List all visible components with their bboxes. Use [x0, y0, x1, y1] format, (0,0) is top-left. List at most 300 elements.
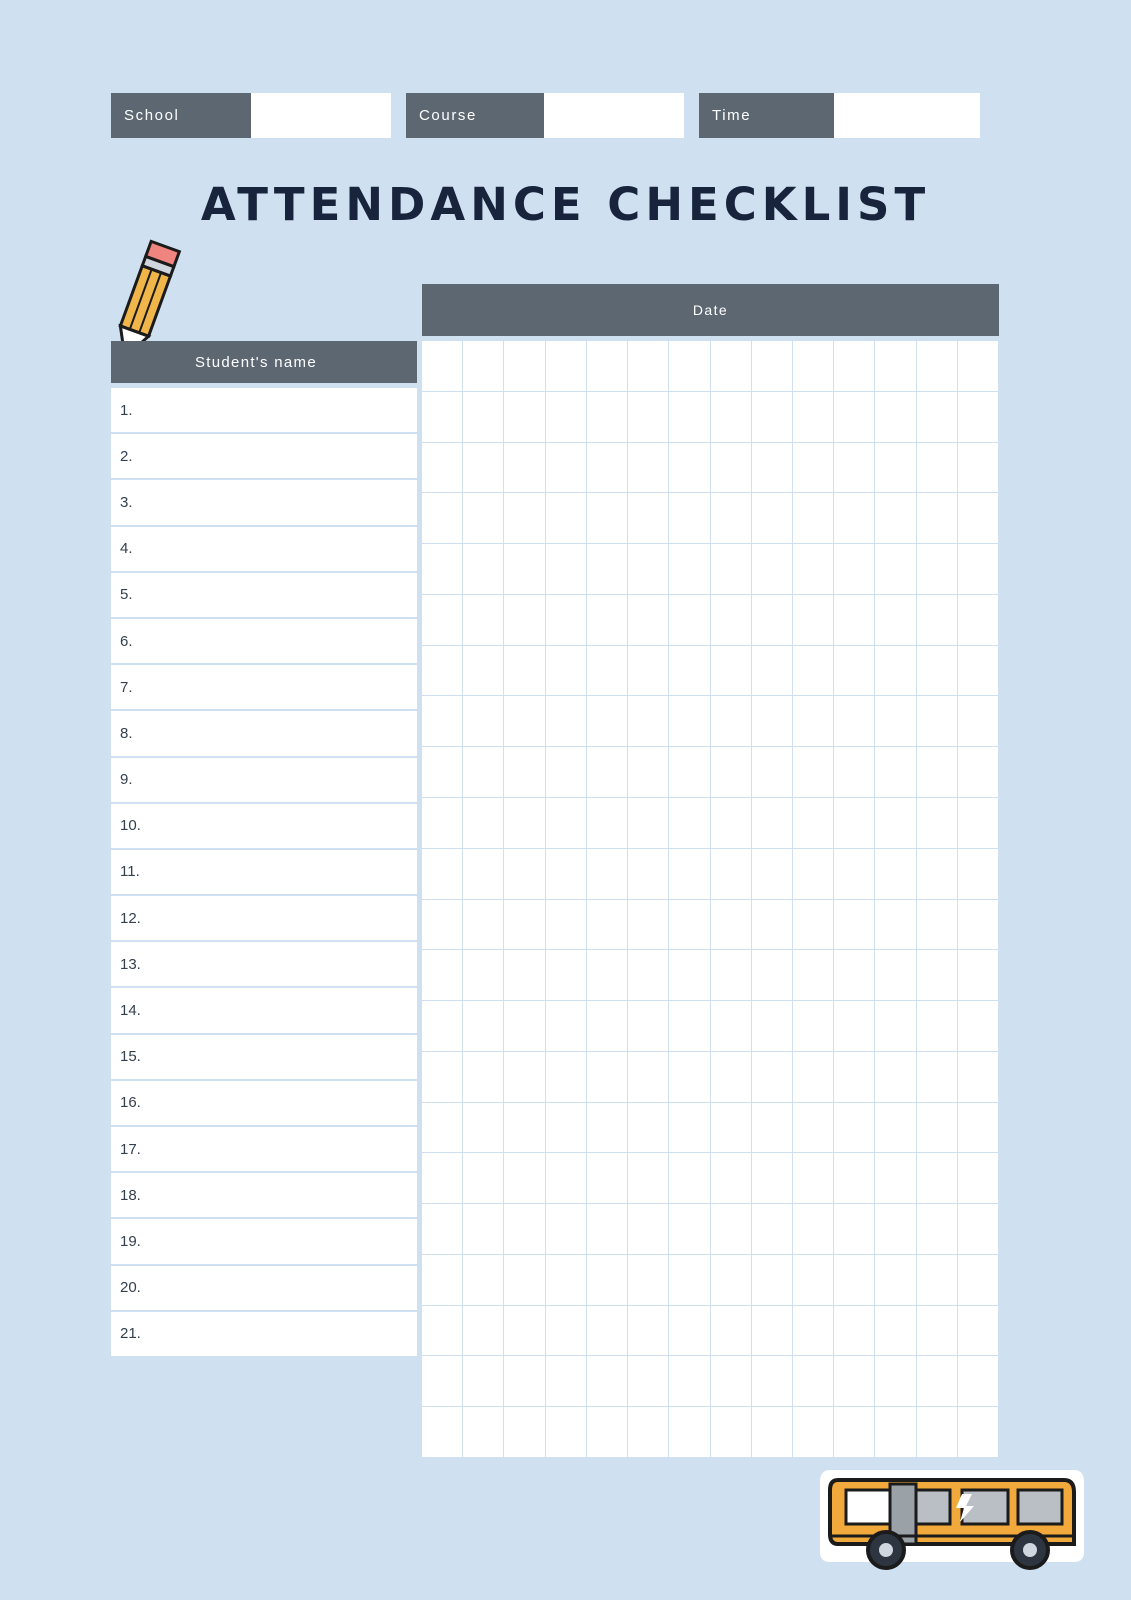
attendance-cell[interactable] — [711, 1356, 752, 1407]
attendance-cell[interactable] — [875, 1356, 916, 1407]
student-name-row[interactable] — [111, 896, 417, 942]
attendance-cell[interactable] — [463, 1052, 504, 1103]
attendance-cell[interactable] — [834, 341, 875, 392]
attendance-cell[interactable] — [504, 493, 545, 544]
attendance-cell[interactable] — [546, 1407, 587, 1458]
attendance-cell[interactable] — [504, 1255, 545, 1306]
attendance-cell[interactable] — [834, 1052, 875, 1103]
attendance-cell[interactable] — [504, 1052, 545, 1103]
attendance-cell[interactable] — [958, 1306, 999, 1357]
attendance-cell[interactable] — [546, 798, 587, 849]
attendance-cell[interactable] — [422, 1255, 463, 1306]
attendance-cell[interactable] — [587, 392, 628, 443]
attendance-cell[interactable] — [422, 950, 463, 1001]
attendance-cell[interactable] — [917, 1001, 958, 1052]
attendance-cell[interactable] — [958, 1255, 999, 1306]
attendance-cell[interactable] — [793, 392, 834, 443]
attendance-cell[interactable] — [793, 595, 834, 646]
attendance-cell[interactable] — [628, 493, 669, 544]
attendance-cell[interactable] — [711, 950, 752, 1001]
attendance-cell[interactable] — [546, 595, 587, 646]
attendance-cell[interactable] — [917, 646, 958, 697]
student-name-row[interactable] — [111, 1219, 417, 1265]
attendance-cell[interactable] — [875, 595, 916, 646]
attendance-cell[interactable] — [628, 544, 669, 595]
attendance-cell[interactable] — [752, 950, 793, 1001]
attendance-cell[interactable] — [463, 1001, 504, 1052]
attendance-cell[interactable] — [834, 1204, 875, 1255]
attendance-cell[interactable] — [546, 443, 587, 494]
attendance-cell[interactable] — [669, 392, 710, 443]
attendance-cell[interactable] — [587, 1306, 628, 1357]
attendance-cell[interactable] — [793, 1204, 834, 1255]
attendance-cell[interactable] — [917, 696, 958, 747]
student-name-row[interactable] — [111, 1127, 417, 1173]
attendance-cell[interactable] — [422, 646, 463, 697]
attendance-cell[interactable] — [504, 849, 545, 900]
attendance-cell[interactable] — [752, 849, 793, 900]
attendance-cell[interactable] — [422, 696, 463, 747]
attendance-cell[interactable] — [587, 443, 628, 494]
attendance-cell[interactable] — [917, 493, 958, 544]
student-name-row[interactable] — [111, 850, 417, 896]
attendance-cell[interactable] — [752, 1153, 793, 1204]
attendance-cell[interactable] — [958, 544, 999, 595]
attendance-cell[interactable] — [752, 443, 793, 494]
attendance-cell[interactable] — [504, 696, 545, 747]
attendance-grid[interactable] — [422, 341, 999, 1458]
attendance-cell[interactable] — [628, 1052, 669, 1103]
attendance-cell[interactable] — [546, 1052, 587, 1103]
attendance-cell[interactable] — [834, 1356, 875, 1407]
attendance-cell[interactable] — [875, 544, 916, 595]
attendance-cell[interactable] — [917, 1306, 958, 1357]
student-name-row[interactable] — [111, 388, 417, 434]
attendance-cell[interactable] — [546, 1001, 587, 1052]
attendance-cell[interactable] — [917, 900, 958, 951]
attendance-cell[interactable] — [917, 747, 958, 798]
attendance-cell[interactable] — [628, 1255, 669, 1306]
attendance-cell[interactable] — [958, 849, 999, 900]
attendance-cell[interactable] — [917, 1103, 958, 1154]
attendance-cell[interactable] — [504, 1001, 545, 1052]
attendance-cell[interactable] — [504, 1356, 545, 1407]
attendance-cell[interactable] — [752, 1255, 793, 1306]
attendance-cell[interactable] — [422, 900, 463, 951]
attendance-cell[interactable] — [669, 747, 710, 798]
attendance-cell[interactable] — [752, 1356, 793, 1407]
student-name-row[interactable] — [111, 665, 417, 711]
student-name-row[interactable] — [111, 1081, 417, 1127]
attendance-cell[interactable] — [958, 747, 999, 798]
attendance-cell[interactable] — [669, 1306, 710, 1357]
attendance-cell[interactable] — [711, 544, 752, 595]
student-name-row[interactable] — [111, 1173, 417, 1219]
attendance-cell[interactable] — [669, 798, 710, 849]
attendance-cell[interactable] — [917, 1356, 958, 1407]
attendance-cell[interactable] — [546, 849, 587, 900]
attendance-cell[interactable] — [958, 493, 999, 544]
attendance-cell[interactable] — [587, 544, 628, 595]
student-name-row[interactable] — [111, 988, 417, 1034]
attendance-cell[interactable] — [587, 595, 628, 646]
attendance-cell[interactable] — [834, 1153, 875, 1204]
attendance-cell[interactable] — [587, 1153, 628, 1204]
attendance-cell[interactable] — [793, 493, 834, 544]
student-name-row[interactable] — [111, 942, 417, 988]
attendance-cell[interactable] — [504, 443, 545, 494]
attendance-cell[interactable] — [628, 1306, 669, 1357]
attendance-cell[interactable] — [752, 1103, 793, 1154]
attendance-cell[interactable] — [752, 1052, 793, 1103]
attendance-cell[interactable] — [628, 849, 669, 900]
attendance-cell[interactable] — [793, 798, 834, 849]
attendance-cell[interactable] — [587, 950, 628, 1001]
attendance-cell[interactable] — [958, 443, 999, 494]
attendance-cell[interactable] — [669, 1204, 710, 1255]
attendance-cell[interactable] — [587, 1103, 628, 1154]
attendance-cell[interactable] — [587, 696, 628, 747]
attendance-cell[interactable] — [669, 595, 710, 646]
student-name-row[interactable] — [111, 711, 417, 757]
attendance-cell[interactable] — [834, 849, 875, 900]
attendance-cell[interactable] — [711, 900, 752, 951]
attendance-cell[interactable] — [958, 900, 999, 951]
attendance-cell[interactable] — [504, 341, 545, 392]
attendance-cell[interactable] — [917, 341, 958, 392]
attendance-cell[interactable] — [875, 392, 916, 443]
attendance-cell[interactable] — [711, 1153, 752, 1204]
attendance-cell[interactable] — [711, 1306, 752, 1357]
attendance-cell[interactable] — [669, 1356, 710, 1407]
attendance-cell[interactable] — [793, 646, 834, 697]
student-name-row[interactable] — [111, 434, 417, 480]
attendance-cell[interactable] — [958, 696, 999, 747]
attendance-cell[interactable] — [628, 950, 669, 1001]
attendance-cell[interactable] — [834, 443, 875, 494]
attendance-cell[interactable] — [669, 544, 710, 595]
attendance-cell[interactable] — [793, 1153, 834, 1204]
attendance-cell[interactable] — [834, 1103, 875, 1154]
attendance-cell[interactable] — [917, 1153, 958, 1204]
attendance-cell[interactable] — [834, 1306, 875, 1357]
attendance-cell[interactable] — [711, 798, 752, 849]
attendance-cell[interactable] — [628, 1103, 669, 1154]
attendance-cell[interactable] — [463, 341, 504, 392]
attendance-cell[interactable] — [793, 544, 834, 595]
attendance-cell[interactable] — [875, 900, 916, 951]
attendance-cell[interactable] — [793, 341, 834, 392]
attendance-cell[interactable] — [669, 696, 710, 747]
attendance-cell[interactable] — [587, 1356, 628, 1407]
student-name-row[interactable] — [111, 619, 417, 665]
attendance-cell[interactable] — [875, 1204, 916, 1255]
attendance-cell[interactable] — [546, 1153, 587, 1204]
attendance-cell[interactable] — [504, 1103, 545, 1154]
attendance-cell[interactable] — [875, 950, 916, 1001]
attendance-cell[interactable] — [422, 443, 463, 494]
attendance-cell[interactable] — [422, 1103, 463, 1154]
attendance-cell[interactable] — [752, 1407, 793, 1458]
attendance-cell[interactable] — [587, 900, 628, 951]
attendance-cell[interactable] — [875, 493, 916, 544]
attendance-cell[interactable] — [958, 1153, 999, 1204]
attendance-cell[interactable] — [793, 950, 834, 1001]
attendance-cell[interactable] — [504, 544, 545, 595]
student-name-row[interactable] — [111, 1312, 417, 1358]
attendance-cell[interactable] — [504, 595, 545, 646]
attendance-cell[interactable] — [875, 798, 916, 849]
attendance-cell[interactable] — [917, 849, 958, 900]
attendance-cell[interactable] — [504, 1153, 545, 1204]
attendance-cell[interactable] — [711, 696, 752, 747]
attendance-cell[interactable] — [463, 1407, 504, 1458]
attendance-cell[interactable] — [875, 747, 916, 798]
attendance-cell[interactable] — [875, 443, 916, 494]
attendance-cell[interactable] — [504, 1407, 545, 1458]
attendance-cell[interactable] — [504, 798, 545, 849]
student-name-row[interactable] — [111, 804, 417, 850]
attendance-cell[interactable] — [793, 443, 834, 494]
attendance-cell[interactable] — [463, 900, 504, 951]
attendance-cell[interactable] — [752, 900, 793, 951]
attendance-cell[interactable] — [958, 1001, 999, 1052]
attendance-cell[interactable] — [752, 646, 793, 697]
attendance-cell[interactable] — [752, 595, 793, 646]
attendance-cell[interactable] — [587, 493, 628, 544]
student-name-row[interactable] — [111, 527, 417, 573]
attendance-cell[interactable] — [711, 392, 752, 443]
attendance-cell[interactable] — [958, 1103, 999, 1154]
attendance-cell[interactable] — [422, 1204, 463, 1255]
attendance-cell[interactable] — [711, 747, 752, 798]
attendance-cell[interactable] — [711, 646, 752, 697]
student-name-row[interactable] — [111, 1266, 417, 1312]
student-name-row[interactable] — [111, 1035, 417, 1081]
attendance-cell[interactable] — [628, 1204, 669, 1255]
attendance-cell[interactable] — [546, 341, 587, 392]
attendance-cell[interactable] — [711, 595, 752, 646]
attendance-cell[interactable] — [875, 696, 916, 747]
attendance-cell[interactable] — [793, 1103, 834, 1154]
attendance-cell[interactable] — [422, 493, 463, 544]
attendance-cell[interactable] — [875, 1306, 916, 1357]
attendance-cell[interactable] — [546, 1103, 587, 1154]
attendance-cell[interactable] — [463, 646, 504, 697]
attendance-cell[interactable] — [793, 1052, 834, 1103]
attendance-cell[interactable] — [587, 1407, 628, 1458]
attendance-cell[interactable] — [587, 798, 628, 849]
attendance-cell[interactable] — [752, 1001, 793, 1052]
attendance-cell[interactable] — [504, 392, 545, 443]
attendance-cell[interactable] — [587, 1052, 628, 1103]
time-input[interactable] — [834, 93, 980, 138]
attendance-cell[interactable] — [463, 1306, 504, 1357]
attendance-cell[interactable] — [875, 1052, 916, 1103]
attendance-cell[interactable] — [958, 341, 999, 392]
attendance-cell[interactable] — [917, 544, 958, 595]
attendance-cell[interactable] — [628, 392, 669, 443]
attendance-cell[interactable] — [875, 849, 916, 900]
attendance-cell[interactable] — [546, 646, 587, 697]
attendance-cell[interactable] — [875, 341, 916, 392]
attendance-cell[interactable] — [463, 798, 504, 849]
attendance-cell[interactable] — [504, 950, 545, 1001]
attendance-cell[interactable] — [463, 392, 504, 443]
attendance-cell[interactable] — [875, 1255, 916, 1306]
attendance-cell[interactable] — [669, 1052, 710, 1103]
attendance-cell[interactable] — [875, 1001, 916, 1052]
attendance-cell[interactable] — [463, 493, 504, 544]
attendance-cell[interactable] — [628, 341, 669, 392]
attendance-cell[interactable] — [546, 696, 587, 747]
attendance-cell[interactable] — [958, 798, 999, 849]
attendance-cell[interactable] — [587, 341, 628, 392]
attendance-cell[interactable] — [834, 595, 875, 646]
attendance-cell[interactable] — [752, 341, 793, 392]
attendance-cell[interactable] — [504, 1306, 545, 1357]
attendance-cell[interactable] — [546, 900, 587, 951]
attendance-cell[interactable] — [958, 1356, 999, 1407]
attendance-cell[interactable] — [793, 1255, 834, 1306]
attendance-cell[interactable] — [834, 950, 875, 1001]
attendance-cell[interactable] — [628, 1001, 669, 1052]
attendance-cell[interactable] — [669, 646, 710, 697]
attendance-cell[interactable] — [628, 747, 669, 798]
attendance-cell[interactable] — [669, 493, 710, 544]
attendance-cell[interactable] — [917, 1204, 958, 1255]
attendance-cell[interactable] — [422, 544, 463, 595]
attendance-cell[interactable] — [463, 1356, 504, 1407]
attendance-cell[interactable] — [422, 1153, 463, 1204]
attendance-cell[interactable] — [628, 443, 669, 494]
attendance-cell[interactable] — [834, 747, 875, 798]
attendance-cell[interactable] — [711, 493, 752, 544]
attendance-cell[interactable] — [587, 1204, 628, 1255]
attendance-cell[interactable] — [422, 1306, 463, 1357]
attendance-cell[interactable] — [669, 1255, 710, 1306]
attendance-cell[interactable] — [669, 900, 710, 951]
attendance-cell[interactable] — [422, 1052, 463, 1103]
attendance-cell[interactable] — [504, 646, 545, 697]
attendance-cell[interactable] — [628, 1407, 669, 1458]
attendance-cell[interactable] — [834, 493, 875, 544]
attendance-cell[interactable] — [793, 1306, 834, 1357]
attendance-cell[interactable] — [711, 1255, 752, 1306]
attendance-cell[interactable] — [793, 900, 834, 951]
attendance-cell[interactable] — [875, 1103, 916, 1154]
attendance-cell[interactable] — [463, 849, 504, 900]
attendance-cell[interactable] — [958, 392, 999, 443]
attendance-cell[interactable] — [546, 493, 587, 544]
attendance-cell[interactable] — [422, 595, 463, 646]
attendance-cell[interactable] — [958, 1204, 999, 1255]
attendance-cell[interactable] — [422, 849, 463, 900]
attendance-cell[interactable] — [587, 1255, 628, 1306]
attendance-cell[interactable] — [422, 341, 463, 392]
attendance-cell[interactable] — [628, 1153, 669, 1204]
attendance-cell[interactable] — [875, 646, 916, 697]
attendance-cell[interactable] — [958, 1052, 999, 1103]
attendance-cell[interactable] — [752, 747, 793, 798]
attendance-cell[interactable] — [669, 443, 710, 494]
attendance-cell[interactable] — [669, 1407, 710, 1458]
attendance-cell[interactable] — [463, 747, 504, 798]
attendance-cell[interactable] — [587, 646, 628, 697]
attendance-cell[interactable] — [463, 1153, 504, 1204]
attendance-cell[interactable] — [463, 950, 504, 1001]
attendance-cell[interactable] — [463, 595, 504, 646]
attendance-cell[interactable] — [917, 798, 958, 849]
attendance-cell[interactable] — [546, 1306, 587, 1357]
student-name-row[interactable] — [111, 758, 417, 804]
attendance-cell[interactable] — [917, 392, 958, 443]
attendance-cell[interactable] — [628, 696, 669, 747]
attendance-cell[interactable] — [875, 1153, 916, 1204]
attendance-cell[interactable] — [628, 900, 669, 951]
attendance-cell[interactable] — [834, 696, 875, 747]
attendance-cell[interactable] — [793, 1356, 834, 1407]
attendance-cell[interactable] — [422, 1407, 463, 1458]
attendance-cell[interactable] — [669, 341, 710, 392]
attendance-cell[interactable] — [628, 646, 669, 697]
attendance-cell[interactable] — [711, 443, 752, 494]
attendance-cell[interactable] — [917, 950, 958, 1001]
attendance-cell[interactable] — [917, 1052, 958, 1103]
attendance-cell[interactable] — [711, 1103, 752, 1154]
attendance-cell[interactable] — [463, 443, 504, 494]
attendance-cell[interactable] — [669, 1103, 710, 1154]
attendance-cell[interactable] — [422, 1356, 463, 1407]
attendance-cell[interactable] — [711, 1204, 752, 1255]
attendance-cell[interactable] — [463, 544, 504, 595]
attendance-cell[interactable] — [546, 950, 587, 1001]
attendance-cell[interactable] — [587, 849, 628, 900]
attendance-cell[interactable] — [958, 595, 999, 646]
attendance-cell[interactable] — [752, 544, 793, 595]
attendance-cell[interactable] — [504, 900, 545, 951]
attendance-cell[interactable] — [752, 493, 793, 544]
attendance-cell[interactable] — [587, 747, 628, 798]
attendance-cell[interactable] — [834, 392, 875, 443]
attendance-cell[interactable] — [628, 1356, 669, 1407]
attendance-cell[interactable] — [546, 1356, 587, 1407]
attendance-cell[interactable] — [834, 646, 875, 697]
attendance-cell[interactable] — [834, 544, 875, 595]
attendance-cell[interactable] — [917, 1255, 958, 1306]
attendance-cell[interactable] — [669, 950, 710, 1001]
attendance-cell[interactable] — [793, 1001, 834, 1052]
attendance-cell[interactable] — [711, 849, 752, 900]
attendance-cell[interactable] — [834, 1001, 875, 1052]
attendance-cell[interactable] — [793, 849, 834, 900]
attendance-cell[interactable] — [422, 392, 463, 443]
attendance-cell[interactable] — [628, 595, 669, 646]
attendance-cell[interactable] — [546, 544, 587, 595]
attendance-cell[interactable] — [422, 798, 463, 849]
attendance-cell[interactable] — [711, 1407, 752, 1458]
attendance-cell[interactable] — [463, 1255, 504, 1306]
attendance-cell[interactable] — [669, 1153, 710, 1204]
attendance-cell[interactable] — [752, 798, 793, 849]
attendance-cell[interactable] — [422, 747, 463, 798]
attendance-cell[interactable] — [546, 747, 587, 798]
attendance-cell[interactable] — [752, 1204, 793, 1255]
attendance-cell[interactable] — [958, 950, 999, 1001]
attendance-cell[interactable] — [546, 392, 587, 443]
attendance-cell[interactable] — [422, 1001, 463, 1052]
attendance-cell[interactable] — [834, 798, 875, 849]
